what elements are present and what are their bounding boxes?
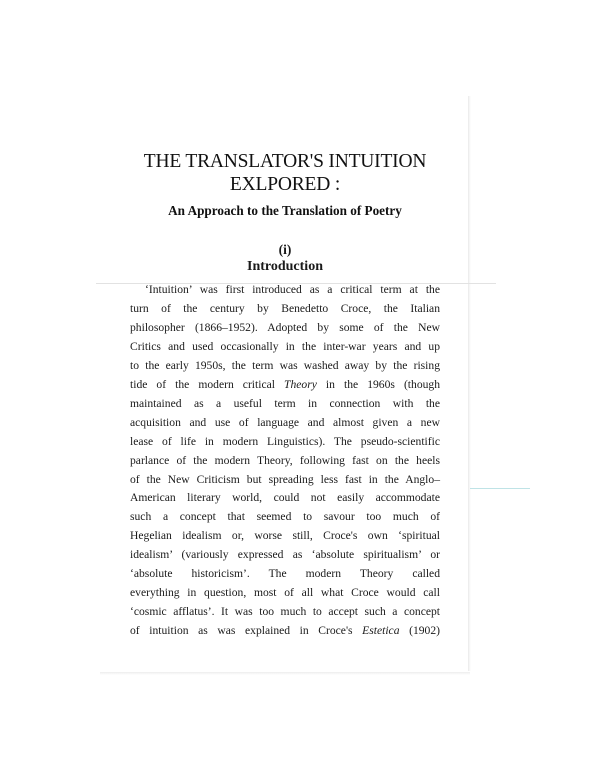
- text-line: [130, 603, 440, 622]
- text-line: [130, 376, 440, 395]
- text-line-segment: ‘Intuition’ was first introduced as a critical term at the: [145, 283, 440, 296]
- text-line-segment: such a concept that seemed to savour too much of: [130, 510, 440, 524]
- text-line: [130, 546, 440, 565]
- text-line-segment: (1902): [399, 624, 440, 638]
- text-line-segment: maintained as a useful term in connection with the: [130, 396, 440, 410]
- scan-artifact-line: [470, 488, 530, 489]
- italic-term: Theory: [284, 377, 317, 391]
- text-line: [130, 395, 440, 414]
- text-line: [130, 414, 440, 433]
- text-line: [130, 433, 440, 452]
- text-line-segment: of intuition as was explained in Croce's: [130, 624, 363, 638]
- title-line-1: THE TRANSLATOR'S INTUITION: [143, 151, 427, 172]
- document-title: [130, 150, 440, 196]
- text-line: [130, 319, 440, 338]
- section-number: (i): [278, 242, 292, 257]
- text-line: [130, 508, 440, 527]
- body-paragraph: [130, 281, 440, 641]
- text-line: [130, 471, 440, 490]
- text-line-segment: in the 1960s (though: [316, 377, 441, 391]
- text-line-segment: philosopher (1866–1952). Adopted by some of the New: [130, 320, 440, 334]
- text-line: [130, 281, 440, 300]
- text-line-segment: parlance of the modern Theory, following fast on the heels: [130, 453, 440, 467]
- text-line-segment: Hegelian idealism or, worse still, Croce's own ‘spiritual: [130, 529, 440, 543]
- document-content: [130, 150, 440, 641]
- text-line: [130, 338, 440, 357]
- text-line-segment: American literary world, could not easily accommodate: [130, 491, 440, 505]
- text-line: [130, 527, 440, 546]
- text-line-segment: ‘absolute historicism’. The modern Theory called: [130, 567, 440, 581]
- title-line-2: EXLPORED :: [229, 174, 341, 195]
- text-line: [130, 622, 440, 641]
- text-line-segment: lease of life in modern Linguistics). The pseudo-scientific: [130, 434, 440, 448]
- text-line: [130, 452, 440, 471]
- text-line-segment: to the early 1950s, the term was washed away by the rising: [130, 358, 440, 372]
- text-line-segment: tide of the modern critical: [130, 377, 285, 391]
- text-line-segment: ‘cosmic afflatus’. It was too much to accept such a concept: [130, 605, 440, 619]
- page-bottom-shadow: [100, 672, 470, 675]
- text-line-segment: acquisition and use of language and almost given a new: [130, 415, 440, 429]
- page-edge-shadow: [468, 96, 471, 671]
- text-line: [130, 300, 440, 319]
- text-line-segment: turn of the century by Benedetto Croce, the Italian: [130, 301, 440, 315]
- document-subtitle: An Approach to the Translation of Poetry: [168, 203, 402, 218]
- text-line: [130, 489, 440, 508]
- italic-term: Estetica: [362, 624, 400, 638]
- text-line: [130, 584, 440, 603]
- text-line-segment: of the New Criticism but spreading less fast in the Anglo–: [130, 472, 440, 486]
- text-line-segment: idealism’ (variously expressed as ‘absolute spiritualism’ or: [130, 548, 440, 562]
- text-line-segment: Critics and used occasionally in the inter-war years and up: [130, 339, 440, 353]
- section-title: Introduction: [247, 259, 323, 274]
- text-line: [130, 565, 440, 584]
- text-line: [130, 357, 440, 376]
- text-line-segment: everything in question, most of all what Croce would call: [130, 586, 440, 600]
